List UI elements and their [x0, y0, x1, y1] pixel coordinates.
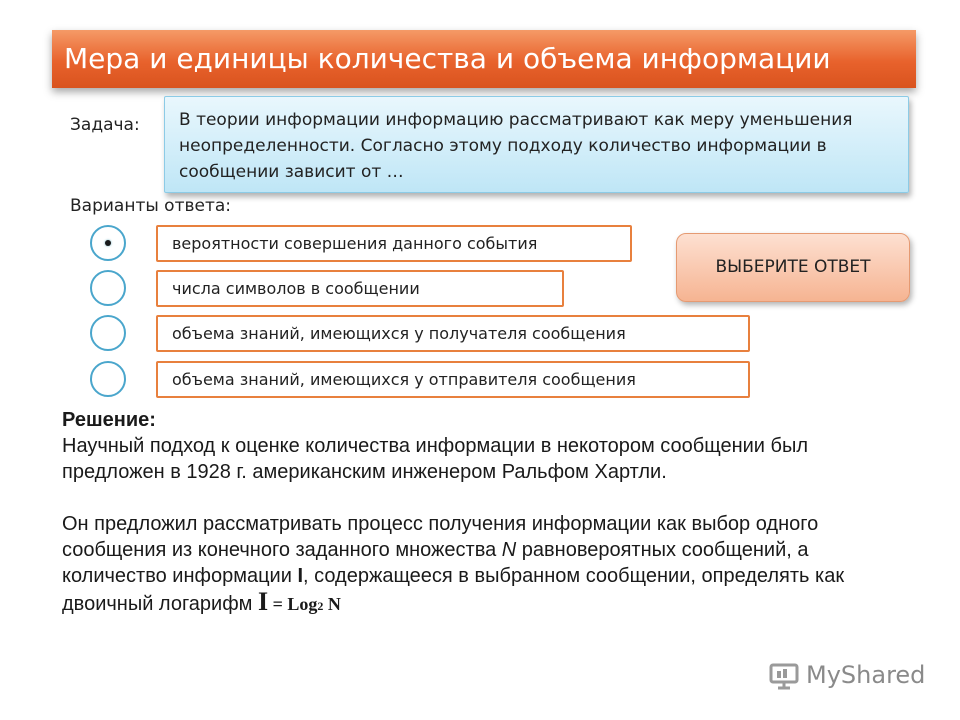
formula-base: 2	[317, 599, 324, 613]
task-label: Задача:	[70, 115, 140, 135]
answers-label: Варианты ответа:	[70, 196, 232, 216]
task-text-box: В теории информации информацию рассматривают как меру уменьшения неопределенности. Согласно этому подходу количество информации в сообщении зависит от …	[164, 96, 909, 193]
radio-selected-dot	[105, 240, 111, 246]
formula-log: Log	[287, 594, 318, 614]
slide-title: Мера и единицы количества и объема информации	[52, 30, 916, 88]
solution-paragraph-1: Научный подход к оценке количества информации в некотором сообщении был предложен в 1928 г. американским инженером Ральфом Хартли.	[62, 435, 809, 483]
watermark	[768, 655, 925, 695]
solution-p2-part2: равновероятных сообщений, а количество информации	[62, 539, 809, 587]
answer-option-4[interactable]: объема знаний, имеющихся у отправителя сообщения	[156, 361, 750, 398]
answer-radio-4[interactable]	[90, 361, 126, 397]
answer-radio-2[interactable]	[90, 270, 126, 306]
formula-eq: =	[268, 594, 288, 614]
solution-p2-part1: Он предложил рассматривать процесс получения информации как выбор одного сообщения из конечного заданного множества	[62, 513, 819, 561]
watermark-text: MyShared	[806, 661, 926, 689]
symbol-n: N	[501, 539, 517, 561]
formula-lhs: I	[258, 587, 269, 616]
symbol-i: I	[297, 565, 303, 587]
answer-option-1[interactable]: вероятности совершения данного события	[156, 225, 632, 262]
hartley-formula	[258, 587, 341, 616]
solution-paragraph-2	[62, 511, 912, 619]
answer-option-2[interactable]: числа символов в сообщении	[156, 270, 564, 307]
formula-arg: N	[323, 594, 341, 614]
choose-answer-button[interactable]: ВЫБЕРИТЕ ОТВЕТ	[676, 233, 910, 302]
solution-heading: Решение:	[62, 409, 156, 431]
answer-radio-3[interactable]	[90, 315, 126, 351]
solution-block	[62, 407, 912, 619]
answer-option-3[interactable]: объема знаний, имеющихся у получателя сообщения	[156, 315, 750, 352]
solution-p2-part3: , содержащееся в выбранном сообщении, определять как двоичный логарифм	[62, 565, 845, 615]
answer-radio-1[interactable]	[90, 225, 126, 261]
presentation-icon	[768, 659, 800, 691]
